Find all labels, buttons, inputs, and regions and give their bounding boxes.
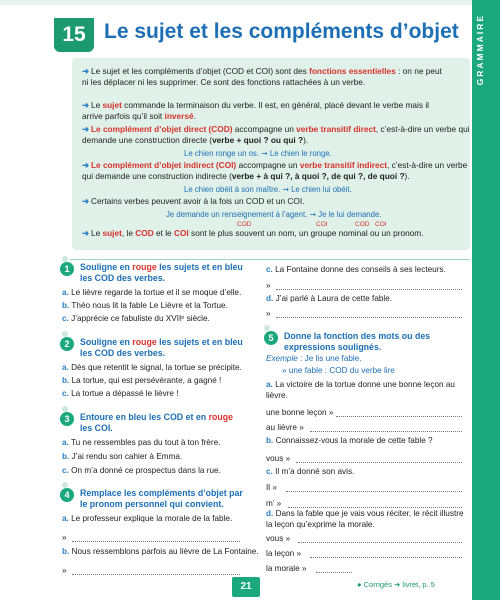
- answer-arrow: »: [62, 566, 67, 575]
- answer-line[interactable]: [286, 491, 462, 492]
- answer-label: une bonne leçon »: [266, 408, 334, 417]
- exercise-item: d. Dans la fable que je vais vous réciter, le récit illustre la leçon qu’exprime la morale.: [266, 509, 464, 529]
- arrow-icon: ➜: [82, 66, 89, 76]
- exercise-item: c. La tortue a dépassé le lièvre !: [62, 389, 179, 398]
- answer-line[interactable]: [298, 542, 462, 543]
- example-1: Le chien ronge un os. ➞ Le chien le ronge.: [184, 149, 332, 158]
- answer-line[interactable]: [316, 572, 352, 573]
- rule-4: ➜ Le complément d’objet indirect (COI) accompagne un verbe transitif indirect, c’est-à-dire un verbe qui demande une construction indirecte (verbe + à qui ?, à quoi ?, de qui ?, de quoi ?).: [82, 160, 468, 181]
- answer-line[interactable]: [310, 431, 462, 432]
- answer-label: Il »: [266, 483, 277, 492]
- rule-3: ➜ Le complément d’objet direct (COD) accompagne un verbe transitif direct, c’est-à-dire un verbe qui demande une construction directe (verbe + quoi ? ou qui ?).: [82, 124, 470, 145]
- rule-5: ➜ Certains verbes peuvent avoir à la fois un COD et un COI.: [82, 196, 305, 206]
- exercise-item: c. J’apprécie ce fabuliste du XVIIᵉ siècle.: [62, 314, 210, 323]
- answer-line[interactable]: [296, 462, 462, 463]
- arrow-icon: ➜: [82, 124, 89, 134]
- exercise-item: b. Nous ressemblons parfois au lièvre de La Fontaine.: [62, 547, 259, 556]
- tag-coi: COI: [316, 221, 328, 228]
- answer-label: au lièvre »: [266, 423, 304, 432]
- example-line: Exemple : Je lis une fable.: [266, 354, 362, 363]
- answer-line[interactable]: [276, 289, 462, 290]
- answer-arrow: »: [266, 309, 271, 318]
- rule-2: ➜ Le sujet commande la terminaison du verbe. Il est, en général, placé devant le verbe mais il arrive parfois qu’il soit inversé.: [82, 100, 430, 121]
- page-number: 21: [232, 577, 260, 597]
- arrow-icon: ➜: [82, 228, 89, 238]
- answer-line[interactable]: [72, 541, 240, 542]
- exercise-item: a. Dès que retentit le signal, la tortue se précipite.: [62, 363, 242, 372]
- page-title: Le sujet et les compléments d’objet: [104, 20, 459, 43]
- example-answer: » une fable : COD du verbe lire: [282, 366, 395, 375]
- exercise-item: a. Tu ne ressembles pas du tout à ton frère.: [62, 438, 221, 447]
- exercise-item: d. J’ai parlé à Laura de cette fable.: [266, 294, 393, 303]
- exercise-item: c. La Fontaine donne des conseils à ses lecteurs.: [266, 265, 446, 274]
- answer-label: la leçon »: [266, 549, 302, 558]
- rule-6: ➜ Le sujet, le COD et le COI sont le plus souvent un nom, un groupe nominal ou un pronom.: [82, 228, 424, 238]
- answer-arrow: »: [266, 281, 271, 290]
- exercise-number: 2: [60, 337, 74, 351]
- answer-line[interactable]: [310, 557, 462, 558]
- answer-line[interactable]: [72, 574, 240, 575]
- rule-1: ➜ Le sujet et les compléments d’objet (COD et COI) sont des fonctions essentielles : on ne peut ni les déplacer ni les supprimer. Ce sont des fonctions rattachées à un verbe.: [82, 66, 442, 87]
- exercise-number: 3: [60, 412, 74, 426]
- exercise-item: b. Connaissez-vous la morale de cette fable ?: [266, 436, 433, 445]
- exercise-item: c. Il m’a donné son avis.: [266, 467, 355, 476]
- divider: [70, 259, 470, 260]
- exercise-item: c. On m’a donné ce prospectus dans la rue.: [62, 466, 221, 475]
- exercise-item: a. Le lièvre regarde la tortue et il se moque d’elle.: [62, 288, 242, 297]
- exercise-4-instruction: Remplace les compléments d’objet par le pronom personnel qui convient.: [80, 488, 243, 509]
- arrow-icon: ➜: [82, 100, 89, 110]
- answer-label: m’ »: [266, 499, 282, 508]
- arrow-icon: ➜: [82, 160, 89, 170]
- top-rule: [0, 0, 472, 5]
- tag-cod: COD: [237, 221, 252, 228]
- section-label: GRAMMAIRE: [475, 14, 485, 86]
- answer-line[interactable]: [276, 317, 462, 318]
- example-2: Le chien obéit à son maître. ➞ Le chien lui obéit.: [184, 185, 352, 194]
- answers-reference: ● Corrigés ➜ livret, p. 5: [357, 580, 435, 589]
- answer-label: vous »: [266, 454, 291, 463]
- answer-label: la morale »: [266, 564, 307, 573]
- exercise-item: b. J’ai rendu son cahier à Emma.: [62, 452, 183, 461]
- exercise-item: a. Le professeur explique la morale de la fable.: [62, 514, 233, 523]
- arrow-icon: ➜: [82, 196, 89, 206]
- exercise-item: a. La victoire de la tortue donne une bonne leçon au lièvre.: [266, 380, 455, 400]
- exercise-2-instruction: Souligne en rouge les sujets et en bleu les COD des verbes.: [80, 337, 243, 358]
- answer-line[interactable]: [336, 416, 462, 417]
- exercise-item: b. Théo nous lit la fable Le Lièvre et la Tortue.: [62, 301, 228, 310]
- exercise-1-instruction: Souligne en rouge les sujets et en bleu les COD des verbes.: [80, 262, 243, 283]
- answer-arrow: »: [62, 533, 67, 542]
- rule-box: [72, 58, 470, 250]
- tag-coi: COI: [375, 221, 387, 228]
- exercise-number: 4: [60, 488, 74, 502]
- exercise-number: 5: [264, 331, 278, 345]
- exercise-item: b. La tortue, qui est persévérante, a gagné !: [62, 376, 222, 385]
- exercise-5-instruction: Donne la fonction des mots ou des expressions soulignés.: [284, 331, 431, 352]
- section-band: [472, 0, 500, 600]
- example-3: Je demande un renseignement à l’agent. ➞ Je le lui demande.: [166, 210, 382, 219]
- exercise-number: 1: [60, 262, 74, 276]
- tag-cod: COD: [355, 221, 370, 228]
- exercise-3-instruction: Entoure en bleu les COD et en rouge les COI.: [80, 412, 233, 433]
- answer-label: vous »: [266, 534, 291, 543]
- chapter-number: 15: [54, 18, 94, 52]
